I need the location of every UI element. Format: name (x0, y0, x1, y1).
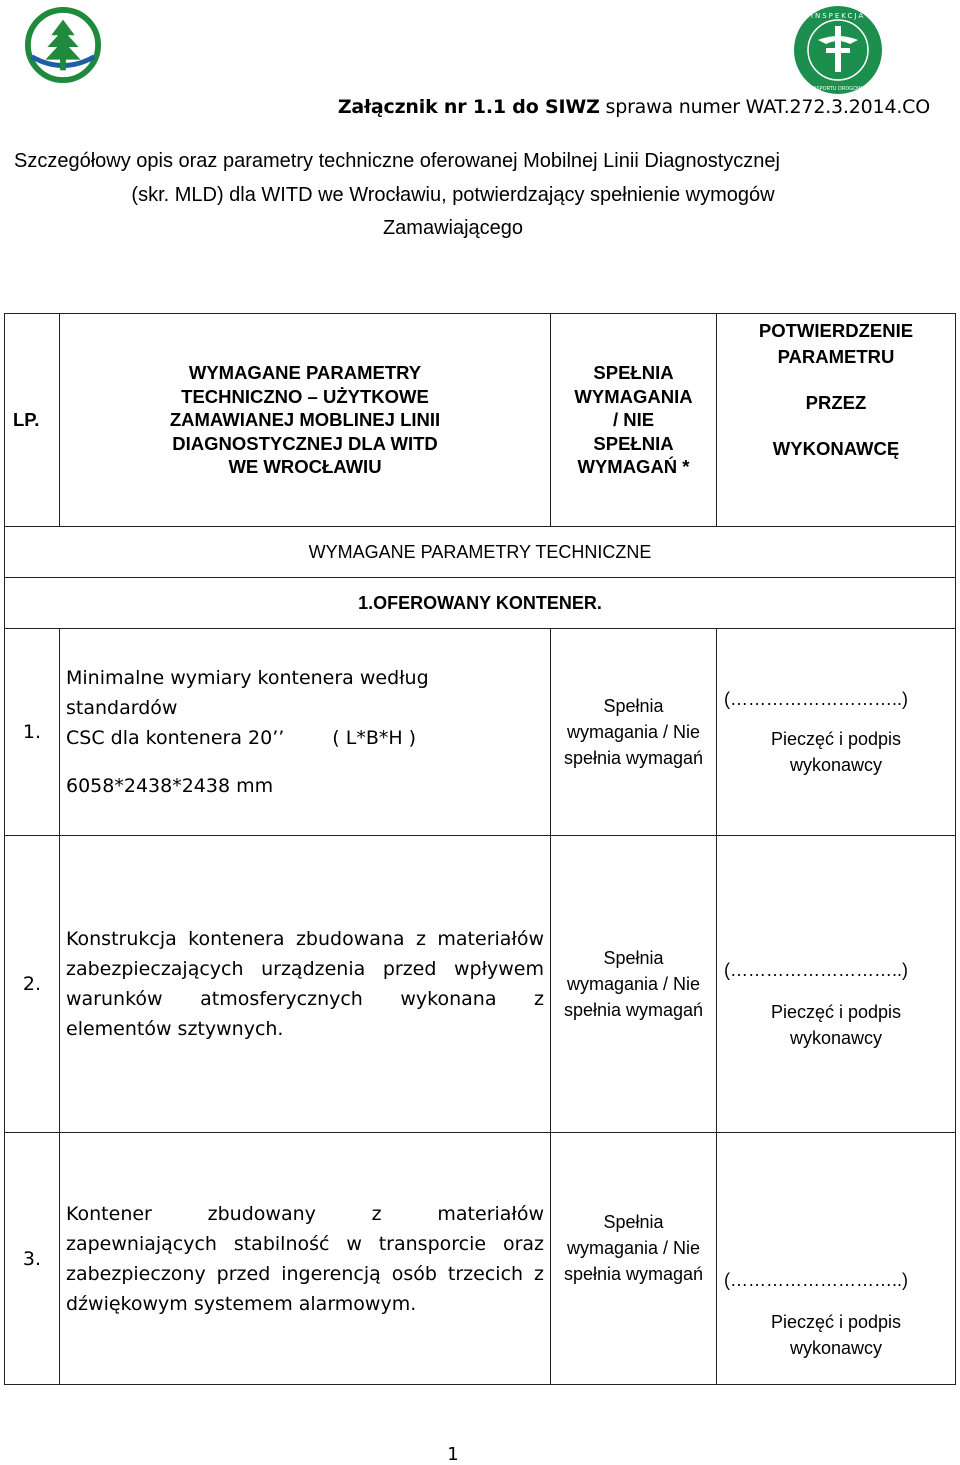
table-row (5, 1133, 956, 1385)
header-line: DIAGNOSTYCZNEJ DLA WITD (172, 432, 438, 454)
header-line: WYMAGANE PARAMETRY (188, 362, 422, 384)
header-line: SPEŁNIA (593, 362, 674, 384)
annex-header (338, 96, 930, 118)
col-lp-header: LP. (5, 314, 60, 527)
svg-text:INSPEKCJA: INSPEKCJA (810, 12, 866, 20)
header-line: ZAMAWIANEJ MOBLINEJ LINII (169, 409, 441, 431)
svg-text:TRANSPORTU DROGOWEGO: TRANSPORTU DROGOWEGO (802, 86, 874, 92)
row-meets (551, 836, 717, 1133)
signature-dots: (………………………..) (724, 960, 908, 980)
row-meets (551, 629, 717, 836)
signature-dots: (………………………..) (724, 689, 908, 709)
sign-line: wykonawcy (789, 1028, 883, 1048)
row-description: Kontener zbudowany z materiałów zapewniających stabilność w transporcie oraz zabezpieczony przed ingerencją osób trzecich z dźwiękowym systemem alarmowym. (60, 1133, 551, 1385)
meets-line: Spełnia (603, 696, 664, 716)
desc-line (66, 723, 544, 753)
annex-rest: sprawa numer WAT.272.3.2014.CO (599, 96, 930, 118)
doc-title-line3: Zamawiającego (382, 217, 524, 239)
doc-title-line1: Szczegółowy opis oraz parametry techniczne oferowanej Mobilnej Linii Diagnostycznej (14, 150, 780, 172)
sign-line: wykonawcy (789, 755, 883, 775)
header-line: POTWIERDZENIE (758, 320, 914, 341)
table-row (5, 629, 956, 836)
sign-line: Pieczęć i podpis (770, 729, 902, 749)
table-header-row (5, 314, 956, 527)
header-line: WYKONAWCĘ (772, 438, 900, 459)
col-params-header (60, 314, 551, 527)
sign-line: Pieczęć i podpis (770, 1002, 902, 1022)
meets-line: Spełnia (603, 948, 664, 968)
col-meets-header (551, 314, 717, 527)
sign-line: Pieczęć i podpis (770, 1312, 902, 1332)
page-number: 1 (447, 1444, 459, 1465)
header-line: SPEŁNIA (593, 432, 674, 454)
sign-line: wykonawcy (789, 1338, 883, 1358)
section-title: WYMAGANE PARAMETRY TECHNICZNE (5, 527, 956, 578)
row-description (60, 629, 551, 836)
row-description: Konstrukcja kontenera zbudowana z materiałów zabezpieczających urządzenia przed wpływem warunków atmosferycznych wykonana z elementów sztywnych. (60, 836, 551, 1133)
annex-bold: Załącznik nr 1.1 do SIWZ (337, 96, 600, 118)
subsection-title: 1.OFEROWANY KONTENER. (5, 578, 956, 629)
header-line: WYMAGAŃ * (577, 456, 690, 478)
meets-line: wymagania / Nie (566, 722, 701, 742)
spec-table (4, 313, 956, 1385)
row-number: 2. (5, 836, 60, 1133)
header-line: TECHNICZNO – UŻYTKOWE (181, 385, 429, 407)
header-line: PARAMETRU (777, 346, 895, 367)
row-number: 1. (5, 629, 60, 836)
meets-line: spełnia wymagań (563, 1264, 704, 1284)
doc-title-line2: (skr. MLD) dla WITD we Wrocławiu, potwierdzający spełnienie wymogów (131, 184, 775, 206)
row-meets (551, 1133, 717, 1385)
header-line: PRZEZ (805, 392, 867, 413)
row-number: 3. (5, 1133, 60, 1385)
forest-logo (24, 6, 102, 84)
row-signature (717, 1133, 956, 1385)
row-signature (717, 629, 956, 836)
table-row (5, 836, 956, 1133)
row-signature (717, 836, 956, 1133)
header-line: WE WROCŁAWIU (228, 456, 382, 478)
meets-line: wymagania / Nie (566, 1238, 701, 1258)
meets-line: wymagania / Nie (566, 974, 701, 994)
col-confirm-header (717, 314, 956, 527)
desc-part: ( L*B*H ) (332, 727, 417, 749)
itd-seal-logo (788, 4, 888, 96)
header-line: / NIE (612, 409, 655, 431)
signature-dots: (………………………..) (724, 1270, 908, 1290)
meets-line: spełnia wymagań (563, 748, 704, 768)
desc-part: CSC dla kontenera 20’’ (66, 727, 285, 749)
desc-line: Minimalne wymiary kontenera według standardów (66, 667, 429, 719)
meets-line: Spełnia (603, 1212, 664, 1232)
meets-line: spełnia wymagań (563, 1000, 704, 1020)
header-line: WYMAGANIA (574, 385, 693, 407)
desc-line: 6058*2438*2438 mm (66, 775, 274, 797)
